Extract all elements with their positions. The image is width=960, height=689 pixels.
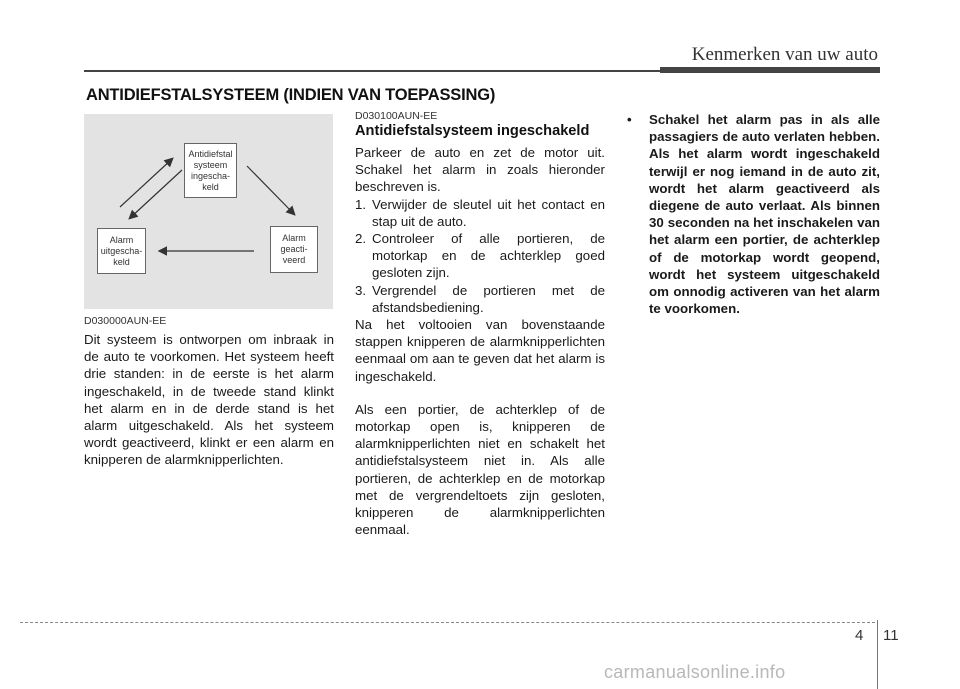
- section-code: D030000AUN-EE: [84, 315, 167, 327]
- open-door-note: Als een portier, de achterklep of de motorkap open is, knipperen de alarmknipperlichten niet en schakelt het antidiefstalsysteem niet in. Als alle portieren, de achterklep en de motorkap met de vergrendeltoets zijn gesloten, knipperen de alarmknipperlichten eenmaal.: [355, 401, 605, 538]
- warning-text: Schakel het alarm pas in als alle passagiers de auto verlaten hebben. Als het alarm wordt ingeschakeld terwijl er nog iemand in de auto zit, wordt het alarm geactiveerd als diegene de auto verlaat. Als binnen 30 seconden na het inschakelen van het alarm een portier, de achterklep of de motorkap wordt geopend, wordt het systeem uitgeschakeld om onnodig activeren van het alarm te voorkomen.: [649, 112, 880, 317]
- arming-result: Na het voltooien van bovenstaande stappen knipperen de alarmknipperlichten eenmaal om aan te geven dat het alarm is ingeschakeld.: [355, 317, 605, 384]
- step-item: 3. Vergrendel de portieren met de afstandsbediening.: [355, 282, 605, 315]
- arming-intro: Parkeer de auto en zet de motor uit. Schakel het alarm in zoals hieronder beschreven is.: [355, 145, 605, 195]
- arrow-top-to-right: [247, 166, 294, 214]
- step-item: 1. Verwijder de sleutel uit het contact en stap uit de auto.: [355, 196, 605, 229]
- subsection-code: D030100AUN-EE: [355, 110, 438, 122]
- intro-paragraph: Dit systeem is ontworpen om inbraak in de auto te voorkomen. Het systeem heeft drie standen: in de eerste is het alarm ingeschakeld, in de tweede stand klinkt het alarm en in de derde stand is het alarm uitgeschakeld. Als het systeem wordt geactiveerd, klinkt er een alarm en knipperen de alarmknipperlichten.: [84, 332, 334, 468]
- subsection-heading: Antidiefstalsysteem ingeschakeld: [355, 123, 590, 139]
- arrow-top-to-left: [130, 170, 182, 218]
- chapter-number: 4: [855, 627, 864, 644]
- footer-rule: [20, 622, 875, 623]
- header-rule-tab: [660, 67, 880, 73]
- section-title: ANTIDIEFSTALSYSTEEM (INDIEN VAN TOEPASSING): [86, 86, 496, 104]
- bullet-dot: •: [627, 112, 632, 127]
- state-box-disarmed: Alarm uitgescha-keld: [97, 228, 146, 274]
- arrow-left-to-top: [120, 159, 172, 207]
- warning-bullet: [627, 111, 880, 317]
- state-box-activated: Alarm geacti-veerd: [270, 226, 318, 273]
- running-header: Kenmerken van uw auto: [691, 44, 878, 65]
- alarm-state-diagram: [84, 114, 333, 309]
- page-number: 11: [883, 627, 899, 644]
- arming-steps: [355, 196, 605, 316]
- arming-instructions: [355, 144, 605, 538]
- step-item: 2. Controleer of alle portieren, de motorkap en de achterklep goed gesloten zijn.: [355, 231, 605, 281]
- state-box-armed: Antidiefstal systeem ingescha-keld: [184, 143, 237, 198]
- footer-divider: [877, 620, 878, 689]
- watermark: carmanualsonline.info: [604, 662, 786, 682]
